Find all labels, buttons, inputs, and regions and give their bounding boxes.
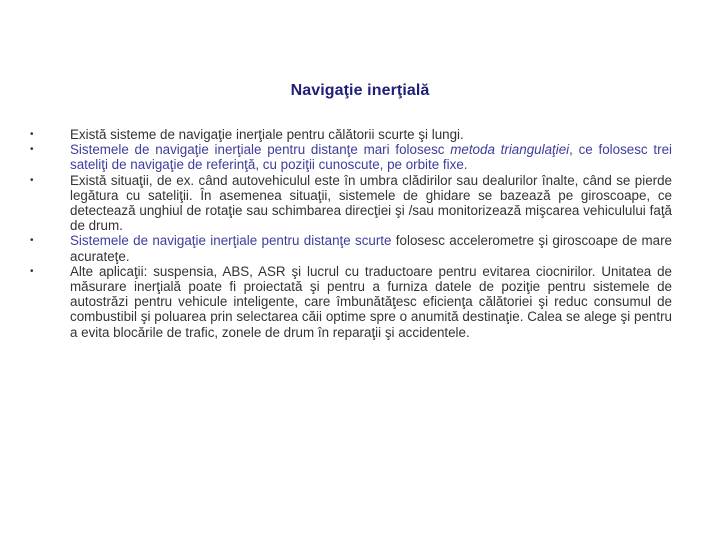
bullet-text: Există situaţii, de ex. când autovehiculul este în umbra clădirilor sau dealurilor înalte, când se pierde legătura cu sateliţii. În asemenea situaţii, sistemele de ghidare se bazează pe giroscoape, ce detectează unghiul de rotaţie sau schimbarea direcţiei şi /sau monitorizează mişcarea vehiculului faţă de drum.	[70, 172, 672, 234]
bullet-item-3	[30, 173, 672, 234]
bullet-list	[30, 127, 672, 340]
bullet-text: Alte aplicaţii: suspensia, ABS, ASR şi lucrul cu traductoare pentru evitarea ciocnirilor. Unitatea de măsurare inerţială poate fi proiectată şi pentru a furniza datele de poziţie pentru sistemele de autostrăzi pentru vehicule inteligente, care îmbunătăţesc eficienţa călătoriei şi reduc consumul de combustibil şi poluarea prin selectarea căii optime spre o anumită destinaţie. Calea se alege şi pentru a evita blocările de trafic, zonele de drum în reparaţii şi accidentele.	[70, 263, 672, 340]
bullet-text-start: Sistemele de navigaţie inerţiale pentru distanţe mari folosesc	[70, 142, 451, 158]
bullet-item-5	[30, 264, 672, 340]
bullet-text-plain: folosesc accelerometre şi giroscoape de mare acurateţe.	[70, 233, 672, 264]
bullet-text: Există sisteme de navigaţie inerţiale pentru călătorii scurte şi lungi.	[70, 127, 464, 142]
bullet-item-4	[30, 233, 672, 263]
bullet-text-emphasis: metoda triangulaţiei	[450, 142, 570, 158]
bullet-marker-icon: •	[30, 144, 34, 156]
bullet-item-1	[30, 127, 672, 142]
bullet-item-2	[30, 142, 672, 172]
bullet-marker-icon: •	[30, 129, 34, 140]
slide-title: Navigaţie inerţială	[290, 82, 430, 99]
bullet-marker-icon: •	[30, 235, 34, 247]
bullet-marker-icon: •	[30, 265, 34, 277]
bullet-text-end: , ce folosesc trei sateliţi de navigaţie de referinţă, cu poziţii cunoscute, pe orbite fixe.	[70, 142, 672, 173]
bullet-text-accent: Sistemele de navigaţie inerţiale pentru distanţe scurte	[70, 233, 392, 249]
bullet-marker-icon: •	[30, 174, 34, 186]
